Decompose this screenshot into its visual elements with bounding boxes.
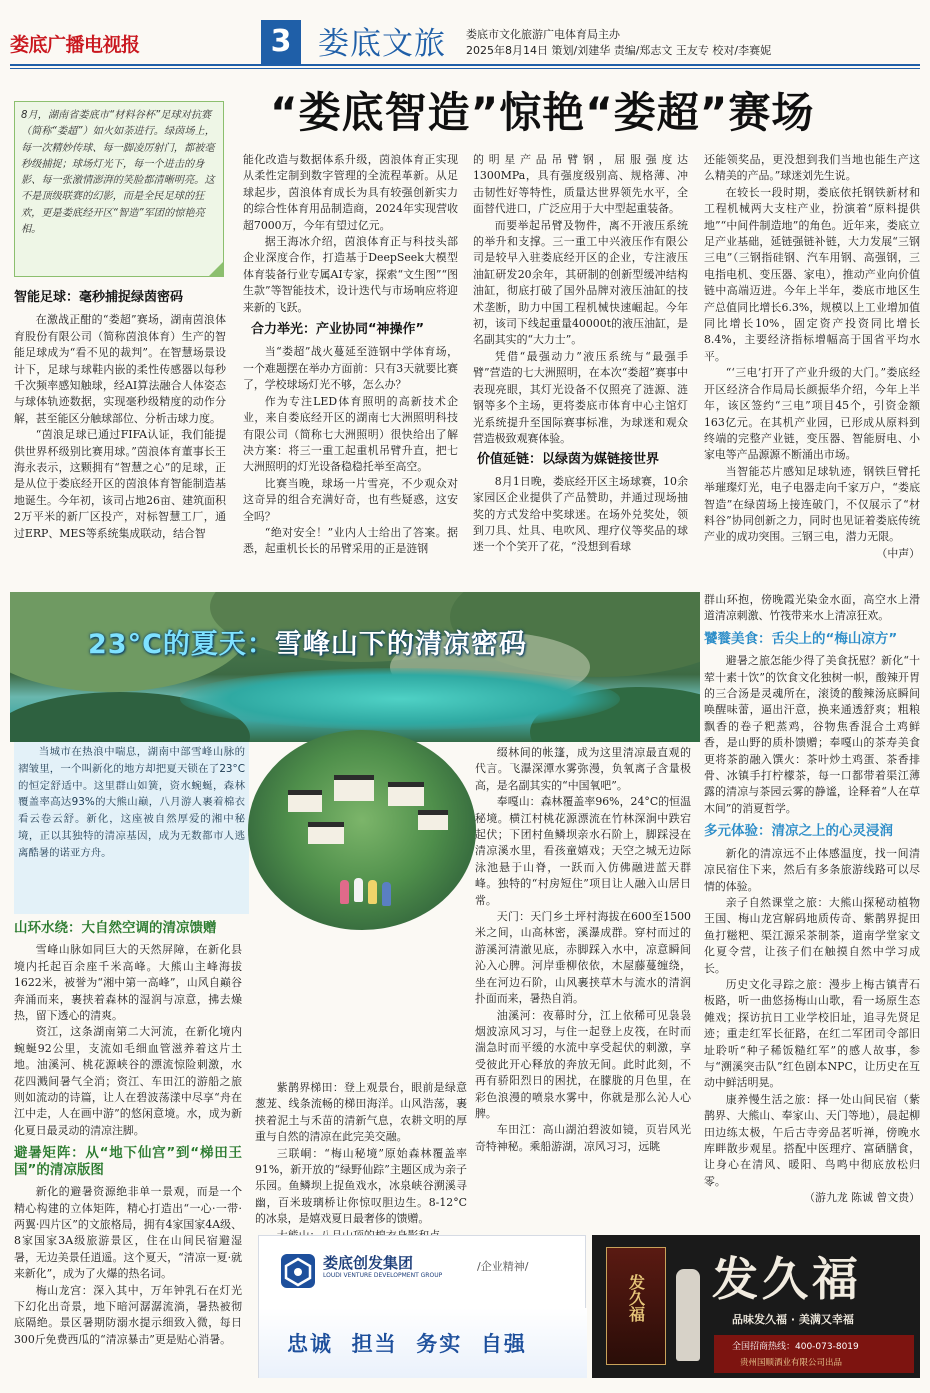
paragraph: 比赛当晚，球场一片雪亮，不少观众对这奇异的组合充满好奇，也有些疑惑，这安全吗？ [243, 476, 458, 523]
date-staff-line: 2025年8月14日 策划/刘建华 责编/郑志文 王友专 校对/李赛妮 [466, 44, 772, 57]
paragraph: 缀林间的帐篷，成为这里清凉最直观的代言。飞瀑深潭水雾弥漫，负氧离子含量极高，是名副其实的“中国氧吧”。 [475, 746, 691, 792]
ad-company-name: 娄底创发集团 [323, 1254, 414, 1272]
article2-intro: 当城市在热浪中喘息，湖南中部雪峰山脉的褶皱里，一个叫新化的地方却把夏天锁在了23°C的恒定舒适中。这里群山如簧，资水蜿蜒，森林覆盖率高达93%的大熊山巅，八月游人裹着棉衣看云卷云舒。新化，这座被自然厚爱的湘中秘境，正以其独特的清凉基因，成为无数都市人逃离酷暑的诺亚方舟。 [14, 742, 249, 914]
header-divider-thin [10, 68, 920, 69]
paragraph: 在较长一段时期，娄底依托钢铁新材和工程机械两大支柱产业，扮演着“原料提供地”“中间件制造地”的角色。近年来，娄底立足产业基础，延链强链补链，大力发展“三钢三电”（三钢指硅钢、汽车用钢、高强钢，三电指电机、变压器、家电），推动产业向价值链中高端迈进。今年上半年，娄底市地区生产总值同比增长6.3%，规模以上工业增加值同比增长10%，固定资产投资同比增长8.4%，主要经济指标增幅高于国省平均水平。 [704, 185, 920, 363]
ad-hotline: 全国招商热线：400-073-8019 [732, 1342, 859, 1352]
liquor-box-label: 发久福 [626, 1274, 646, 1322]
ad-fajiufu-liquor[interactable] [592, 1235, 920, 1378]
paragraph: 梅山龙宫：深入其中，万年钟乳石在灯光下幻化出奇景，地下暗河潺潺流淌，暑热被彻底隔绝。景区暑期防溺水提示细致入微，每日300斤免费西瓜的“清凉暴击”更是贴心消暑。 [14, 1283, 242, 1346]
subhead-summer-matrix: 避暑矩阵：从“地下仙宫”到“梯田王国”的清凉版图 [14, 1145, 242, 1178]
paragraph: 据王海冰介绍，茵浪体育正与科技头部企业深度合作，打造基于DeepSeek大模型体育装备行业专属AI专家，探索“文生图”“图生款”等智能技术，设计迭代与市场响应将迎来新的飞跃。 [243, 235, 458, 314]
liquor-bottle [676, 1269, 700, 1361]
header-divider [10, 64, 920, 66]
masthead-logo: 娄底广播电视报 [10, 34, 140, 56]
subhead-smart-football: 智能足球：毫秒捕捉绿茵密码 [14, 290, 184, 305]
paragraph: 当“娄超”战火蔓延至涟钢中学体育场，一个难题摆在举办方面前：只有3天就要比赛了，学校球场灯光不够，怎么办？ [243, 345, 458, 392]
headline: “娄底智造”惊艳“娄超”赛场 [270, 88, 815, 137]
paragraph: 雪峰山脉如同巨大的天然屏障，在新化县境内托起百余座千米高峰。大熊山主峰海拔1622米，被誉为“湘中第一高峰”，山风自巅谷奔涌而来，裹挟着森林的湿润与凉意，拂去燥热，留下透心的清爽。 [14, 943, 242, 1023]
village-photo [248, 730, 476, 930]
paragraph: 油溪河：夜幕时分，江上依稀可见袅袅烟波凉风习习，与住一起登上皮筏，在时而湍急时而平缓的水流中享受起伏的刺激，享受彼此开心释放的奔放无间。此时此刻，不再有骄阳烈日的困扰，在朦胧的月色里，在彩色浪漫的喷泉水雾中，你就是那么沁人心脾。 [475, 1008, 691, 1120]
paragraph: “‘三电’打开了产业升级的大门。”娄底经开区经济合作局局长颜振华介绍，今年上半年，该区签约“三电”项目45个，引资金额163亿元。在其机产业园，已形成从原料到终端的完整产业链，变压器、智能厨电、小家电等产品源源不断涌出市场。 [704, 366, 920, 462]
paragraph: 新化的清凉远不止体感温度，找一间清凉民宿住下来，然后有多条旅游线路可以尽情的体验。 [704, 846, 920, 893]
paragraph: 8月1日晚，娄底经开区主场球赛，10余家园区企业提供了产品赞助，并通过现场抽奖的方式发给中奖球迷。在场外兑奖处，领到刀具、灶具、电吹风、理疗仪等奖品的球迷一个个笑开了花，“没想到看球 [473, 474, 688, 554]
paragraph: 凭借“最强动力”液压系统与“最强手臂”营造的七大洲照明，在本次“娄超”赛事中表现亮眼，其灯光设备不仅照亮了涟源、涟钢等多个主场，更将娄底市体育中心主馆灯光系统提升至国际赛事标准，为球迷和观众营造极致观赛体验。 [473, 349, 688, 445]
article2-column-4 [704, 592, 920, 1207]
paragraph: 资江，这条湖南第二大河流，在新化境内蜿蜒92公里，支流如毛细血管滋养着这片土地。油溪河、桃花源峡谷的漂流惊险刺激，水花四溅间暑气全消；资江、车田江的游船之旅则如流动的诗篇，让人在碧波荡漾中尽享“舟在江中走，人在画中游”的悠闲意境。水，成为新化夏日最灵动的清凉注脚。 [14, 1025, 242, 1137]
paragraph: 群山环抱，傍晚霞光染金水面，高空水上滑道清凉刺激、竹筏带来水上清凉狂欢。 [704, 593, 920, 623]
page-number: 3 [261, 20, 301, 64]
subhead-value-chain: 价值延链：以绿茵为媒链接世界 [477, 452, 660, 468]
article2-column-2 [255, 1080, 467, 1244]
section-title: 娄底文旅 [318, 26, 446, 62]
paragraph: 还能领奖品，更没想到我们当地也能生产这么精美的产品。”球迷刘先生说。 [704, 153, 920, 183]
byline: （游九龙 陈诚 曾文贵） [804, 1191, 920, 1205]
ad-brand-name: 发久福 [712, 1252, 862, 1306]
paragraph: 亲子自然课堂之旅：大熊山探秘动植物王国、梅山龙宫解码地质传奇、紫鹊界捉田鱼打糍粑、渠江源采茶制茶，道南学堂家文化夏令营，让孩子们在触摸自然中学习成长。 [704, 895, 920, 975]
lead-paragraph: 8月，湖南省娄底市“材料谷杯”足球对抗赛（简称“娄超”）如火如荼进行。绿茵场上，每一次精妙传球、每一脚凌厉射门，都被毫秒级捕捉；球场灯光下，每一个进击的身影、每一张激情澎湃的笑脸都清晰明亮。这不是顶级联赛的幻影，而是全民足球的狂欢，更是娄底经开区“智造”军团的惊艳亮相。 [14, 101, 224, 277]
title-temperature: 23°C的夏天： [88, 629, 275, 660]
subhead-mountains-water: 山环水绕：大自然空调的清凉馈赠 [14, 920, 217, 936]
paragraph: “绝对安全！”业内人士给出了答案。据悉，起重机长长的吊臂采用的正是涟钢 [243, 525, 458, 556]
ad-tag: /企业精神/ [477, 1260, 529, 1273]
lake-reflection [180, 668, 620, 730]
paragraph: 奉嘎山：森林覆盖率96%，24°C的恒温秘境。横江村桃花源漂流在竹林深涧中跌宕起伏；下团村鱼鳞坝亲水石阶上，脚踩浸在清凉溪水里，看孩童嬉戏；天空之城无边际泳池悬于山脊，一跃而入仿佛融进蓝天群峰。独特的“村房短住”项目让人融入山居日常。 [475, 795, 691, 907]
paragraph: 三联峒：“梅山秘境”原始森林覆盖率91%，新开放的“绿野仙踪”主题区成为亲子乐园。鱼鳞坝上捉鱼戏水，冰泉峡谷溯溪寻幽，百米玻璃桥让你惊叹胆边生。8-12°C的冰泉，是嬉戏夏日最奢侈的馈赠。 [255, 1146, 467, 1226]
paragraph: 新化的避暑资源绝非单一景观，而是一个精心构建的立体矩阵，精心打造出“一心·一带·两翼·四片区”的文旅格局，拥有4家国家4A级、8家国家3A级旅游景区，住在山间民宿避湿暑，无边美景任逍遥。这个夏天，“清凉一夏·就来新化”，成为了火爆的热名词。 [14, 1185, 242, 1281]
article1-column-2 [243, 152, 458, 558]
ad-brand-slogan: 品味发久福 · 美满又幸福 [732, 1313, 854, 1326]
paragraph: 当智能芯片感知足球轨迹，钢铁巨臂托举璀璨灯光，电子电器走向千家万户，“娄底智造”在绿茵场上接连破门，不仅展示了“材料谷”协同创新之力，同时也见证着娄底传统产业的成功突围。三钢三电，潜力无限。 [704, 464, 920, 544]
article2-title [88, 622, 527, 661]
paragraph: 避暑之旅怎能少得了美食抚慰？新化“十荤十素十饮”的饮食文化独树一帜，酸辣开胃的三合汤是灵魂所在，滚烫的酸辣汤底瞬间唤醒味蕾，逼出汗意，换来通透舒爽；粗粮飘香的卷子粑蒸鸡，谷物焦香混合土鸡鲜香，是山野的质朴馈赠；奉嘎山的茶寿美食更将茶韵融入馔火：茶叶炒土鸡蛋、茶香排骨、冰镇手打柠檬茶，每一口都带着渠江薄露的清凉与茶园云雾的静谧，诠释着“人在草木间”的消夏哲学。 [704, 654, 920, 815]
paragraph: 在激战正酣的“娄超”赛场，湖南茵浪体育股份有限公司（简称茵浪体育）生产的智能足球成为“看不见的裁判”。在智慧场景设计下，足球与球鞋内嵌的柔性传感器以每秒千次频率感知触球，经AI算法融合人体姿态与球体轨迹数据，实现毫秒级精度的动作分解，甚至能区分触球部位、分析击球力度。 [14, 313, 226, 425]
title-main: 雪峰山下的清凉密码 [274, 629, 527, 660]
subhead-experience [704, 823, 920, 839]
article1-column-4 [704, 152, 920, 562]
sponsor-line: 娄底市文化旅游广电体育局主办 [466, 28, 620, 41]
ad-producer: 贵州国顺酒业有限公司出品 [740, 1358, 843, 1368]
article2-column-1 [14, 920, 242, 1348]
byline: （中声） [876, 546, 920, 560]
paragraph: “茵浪足球已通过FIFA认证，我们能提供世界杯级别比赛用球。”茵浪体育董事长王海永表示，这颗拥有“智慧之心”的足球，正是从位于娄底经开区的茵浪体育智能制造基地诞生。今年初，该司占地26亩、建筑面积2万平米的新厂区投产，对标智慧工厂，通过ERP、MES等系统集成联动，结合智 [14, 428, 226, 540]
subhead-cuisine [704, 631, 920, 647]
subhead-experience-text: 多元体验：清凉之上的心灵浸润 [704, 823, 893, 840]
liquor-box [606, 1247, 666, 1365]
paragraph: 的明星产品吊臂钢，屈服强度达1300MPa，具有强度级别高、规格薄、冲击韧性好等特性，质量达世界领先水平，全面替代进口，广泛应用于大中型起重装备。 [473, 153, 688, 216]
paragraph: 历史文化寻踪之旅：漫步上梅古镇青石板路，听一曲悠扬梅山山歌，看一场原生态傩戏；探访抗日工业学校旧址，追寻先贤足迹；重走红军长征路，在红二军团司令部旧址聆听“种子稀饭糙红军”的感人故事，参与“溯溪突击队”红色剧本NPC，让历史在互动中鲜活明晃。 [704, 977, 920, 1090]
paragraph: 能化改造与数据体系升级，茵浪体育正实现从柔性定制到数字管理的全流程革新。从足球起步，茵浪体育成长为具有较强创新实力的综合性体育用品制造商，2024年实现营收超7000万，今年有望过亿元。 [243, 153, 458, 232]
subhead-industry-synergy: 合力举光：产业协同“神操作” [251, 322, 425, 338]
ad-company-english: LOUDI VENTURE DEVELOPMENT GROUP [323, 1272, 443, 1279]
subhead-cuisine-text: 饕餮美食：舌尖上的“梅山凉方” [704, 630, 898, 647]
paragraph: 而要举起吊臂及物件，离不开液压系统的举升和支撑。三一重工中兴液压作有限公司是较早入驻娄底经开区的企业，专注液压油缸研发20余年，其研制的创新型缓冲结构油缸，彻底打破了国外品牌对液压油缸的技术垄断，助力中国工程机械快速崛起。今年初，该司下线起重量40000t的液压油缸，是名副其实的“大力士”。 [473, 218, 688, 347]
paragraph: 车田江：高山湖泊碧波如镜，页岩风光奇特神秘。乘船游湖，凉风习习，远眺 [475, 1123, 691, 1153]
paragraph: 作为专注LED体育照明的高新技术企业，来自娄底经开区的湖南七大洲照明科技有限公司（简称七大洲照明）很快给出了解决方案：将三一重工起重机吊臂升直，把七大洲照明的灯光设备稳稳托举至高空。 [243, 394, 458, 474]
ad-chuangfa-group[interactable] [258, 1235, 586, 1378]
company-logo-icon [281, 1254, 315, 1288]
ad-slogan: 忠诚 担当 务实 自强 [287, 1332, 527, 1356]
paragraph: 紫鹊界梯田：登上观景台，眼前是绿意葱茏、线条流畅的梯田海洋。山风浩荡，裹挟着泥土与禾苗的清新气息，农耕文明的厚重与自然的清凉在此完美交融。 [255, 1081, 467, 1144]
article1-column-1 [14, 290, 226, 542]
article2-column-3 [475, 745, 691, 1155]
article1-column-3 [473, 152, 688, 556]
paragraph: 康养慢生活之旅：择一处山间民宿（紫鹊界、大熊山、奉家山、天门等地），晨起柳田边练太极，午后古寺旁品茗听禅，傍晚水库畔散步观星。搭配中医理疗、富硒膳食，让身心在清风、暖阳、鸟鸣中彻底放松归零。 [704, 1092, 920, 1188]
paragraph: 天门：天门乡土坪村海拔在600至1500米之间，山高林密，溪瀑成群。穿村而过的游溪河清澈见底，赤脚踩入水中，凉意瞬间沁入心脾。河岸垂柳依依，木屋藤蔓缠绕，坐在河边石阶，山风裹挟草木与流水的清润扑面而来，暑热自消。 [475, 910, 691, 1006]
